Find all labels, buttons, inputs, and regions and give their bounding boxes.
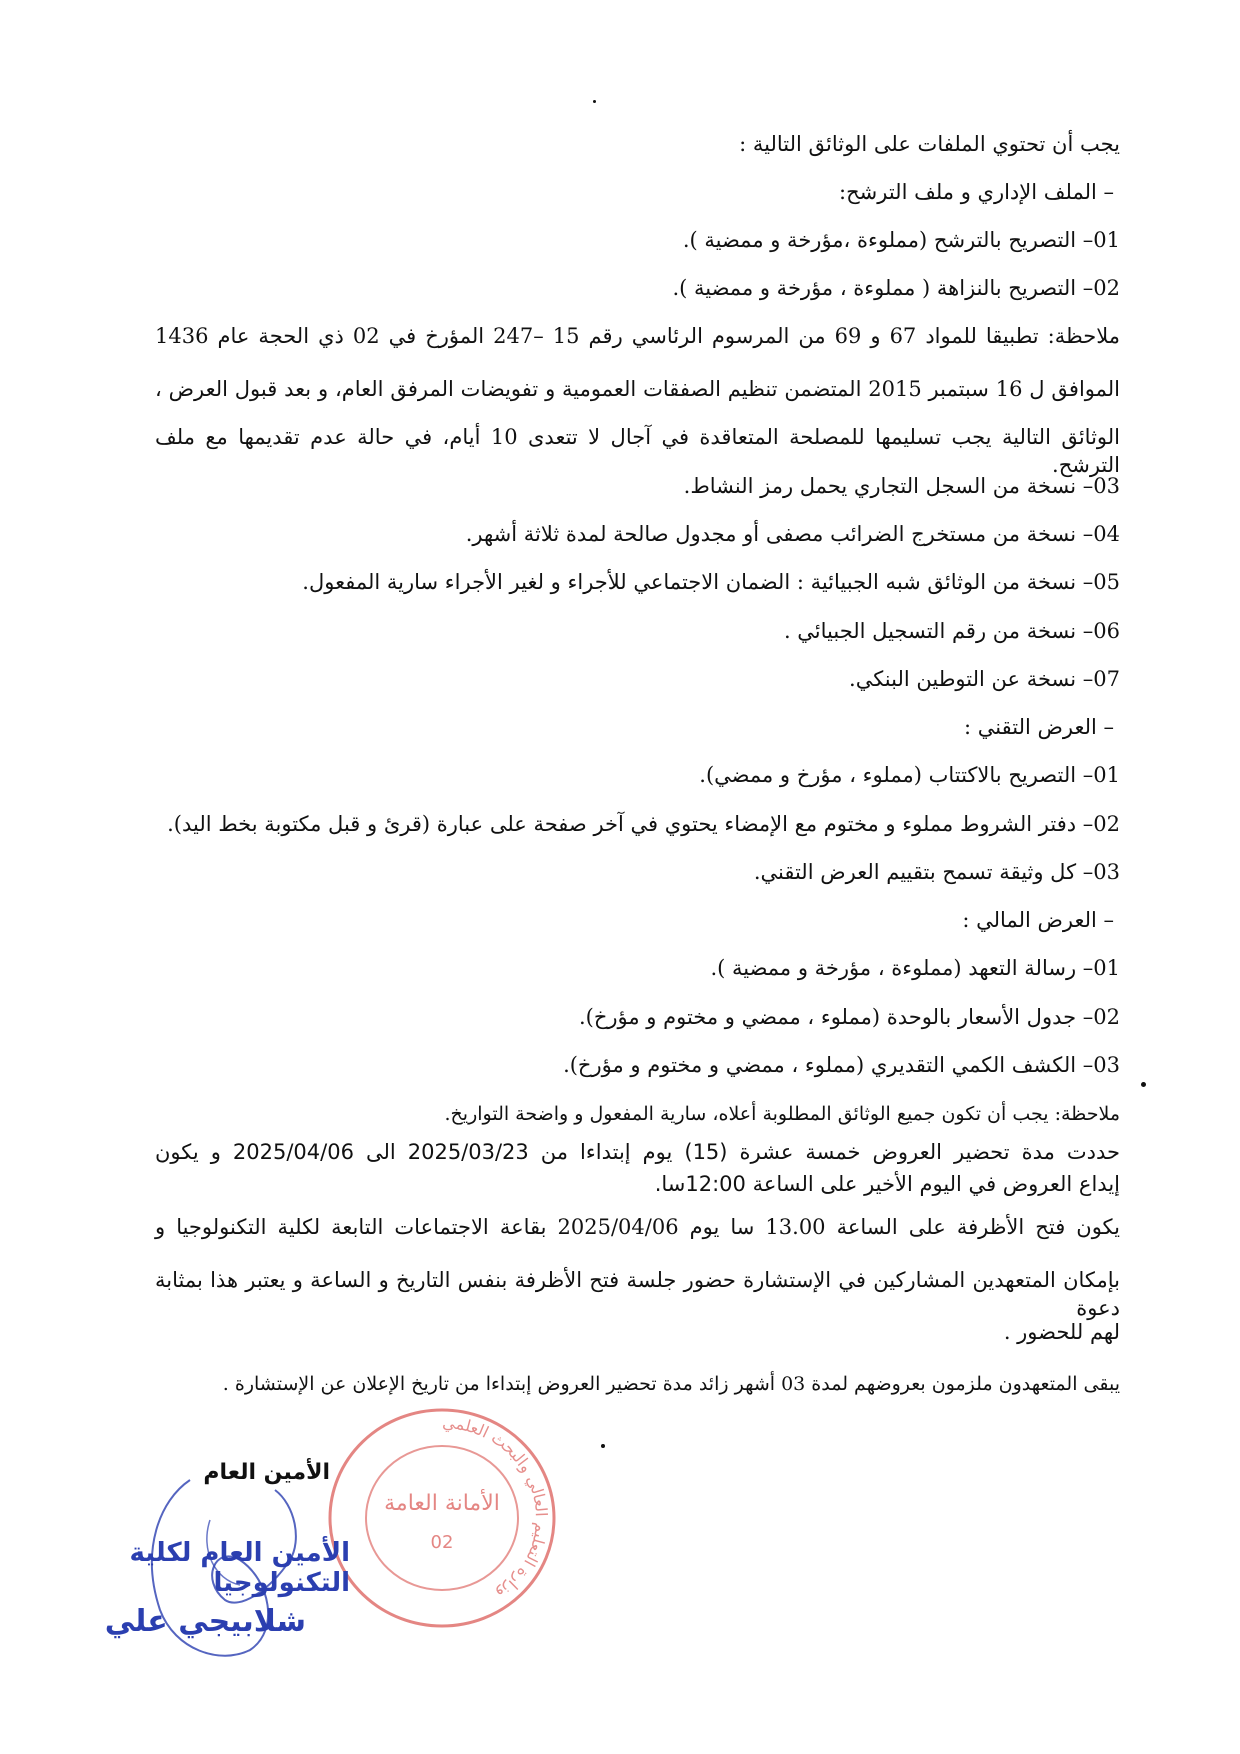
extra-item: 07– نسخة عن التوطين البنكي.	[849, 667, 1120, 691]
financial-item: 02– جدول الأسعار بالوحدة (مملوء ، ممضي و مختوم و مؤرخ).	[578, 1005, 1120, 1029]
handwritten-signature	[40, 1460, 350, 1670]
official-seal	[320, 1400, 565, 1635]
admin-section-title: – الملف الإداري و ملف الترشح:	[839, 180, 1114, 204]
deadline-line: إيداع العروض في اليوم الأخير على الساعة 12:00سا.	[654, 1172, 1120, 1196]
deadline-line: حددت مدة تحضير العروض خمسة عشرة (15) يوم إبتداءا من 2025/03/23 الى 2025/04/06 و يكون	[155, 1140, 1120, 1164]
note-line: الموافق ل 16 سبتمبر 2015 المتضمن تنظيم الصفقات العمومية و تفويضات المرفق العام، و بعد قبول العرض ،	[155, 377, 1121, 401]
seal-number: 02	[430, 1532, 454, 1553]
speck-dot	[593, 100, 596, 103]
technical-item: 03– كل وثيقة تسمح بتقييم العرض التقني.	[753, 860, 1120, 884]
speck-dot	[601, 1444, 605, 1448]
technical-section-title: – العرض التقني :	[964, 715, 1114, 739]
opening-line: يكون فتح الأظرفة على الساعة 13.00 سا يوم 2025/04/06 بقاعة الاجتماعات التابعة لكلية التكنولوجيا و	[155, 1215, 1120, 1239]
admin-item: 01– التصريح بالترشح (مملوءة ،مؤرخة و ممضية ).	[682, 228, 1120, 252]
seal-ring-text: وزارة التعليم العالي والبحث العلمي	[441, 1412, 551, 1605]
extra-item: 04– نسخة من مستخرج الضرائب مصفى أو مجدول صالحة لمدة ثلاثة أشهر.	[465, 522, 1120, 546]
speck-dot	[1141, 1082, 1146, 1087]
opening-line: بإمكان المتعهدين المشاركين في الإستشارة حضور جلسة فتح الأظرفة بنفس التاريخ و الساعة و يعتبر هذا بمثابة دعوة	[155, 1268, 1120, 1320]
seal-inner-ring	[366, 1446, 518, 1590]
signature-title: الأمين العام	[203, 1460, 330, 1485]
signature-block	[40, 1460, 350, 1670]
opening-line: لهم للحضور .	[1003, 1320, 1120, 1344]
technical-item: 02– دفتر الشروط مملوء و مختوم مع الإمضاء يحتوي في آخر صفحة على عبارة (قرئ و قبل مكتوبة بخط اليد).	[167, 812, 1120, 836]
validity-line: يبقى المتعهدون ملزمون بعروضهم لمدة 03 أشهر زائد مدة تحضير العروض إبتداءا من تاريخ الإعلان عن الإستشارة .	[222, 1373, 1120, 1395]
extra-item: 06– نسخة من رقم التسجيل الجبيائي .	[783, 619, 1120, 643]
admin-item: 02– التصريح بالنزاهة ( مملوءة ، مؤرخة و ممضية ).	[672, 276, 1120, 300]
note-line: ملاحظة: تطبيقا للمواد 67 و 69 من المرسوم الرئاسي رقم 15 –247 المؤرخ في 02 ذي الحجة عام 1436	[155, 324, 1120, 348]
financial-item: 03– الكشف الكمي التقديري (مملوء ، ممضي و مختوم و مؤرخ).	[563, 1053, 1120, 1077]
financial-item: 01– رسالة التعهد (مملوءة ، مؤرخة و ممضية ).	[710, 956, 1120, 980]
seal-center-text: الأمانة العامة	[384, 1491, 500, 1516]
extra-item: 03– نسخة من السجل التجاري يحمل رمز النشاط.	[683, 474, 1120, 498]
document-heading: يجب أن تحتوي الملفات على الوثائق التالية :	[739, 132, 1120, 156]
note-line: الوثائق التالية يجب تسليمها للمصلحة المتعاقدة في آجال لا تتعدى 10 أيام، في حالة عدم تقديمها مع ملف الترشح.	[155, 425, 1121, 477]
financial-section-title: – العرض المالي :	[962, 908, 1114, 932]
signature-stamp-title: الأمين العام لكلية التكنولوجيا	[129, 1538, 350, 1598]
seal-outer-ring	[330, 1410, 554, 1626]
signature-stamp-name: شلابيجي علي	[104, 1604, 306, 1639]
extra-item: 05– نسخة من الوثائق شبه الجبيائية : الضمان الاجتماعي للأجراء و لغير الأجراء سارية المفعول.	[302, 570, 1120, 594]
final-note: ملاحظة: يجب أن تكون جميع الوثائق المطلوبة أعلاه، سارية المفعول و واضحة التواريخ.	[444, 1103, 1120, 1125]
technical-item: 01– التصريح بالاكتتاب (مملوء ، مؤرخ و ممضي).	[699, 763, 1120, 787]
